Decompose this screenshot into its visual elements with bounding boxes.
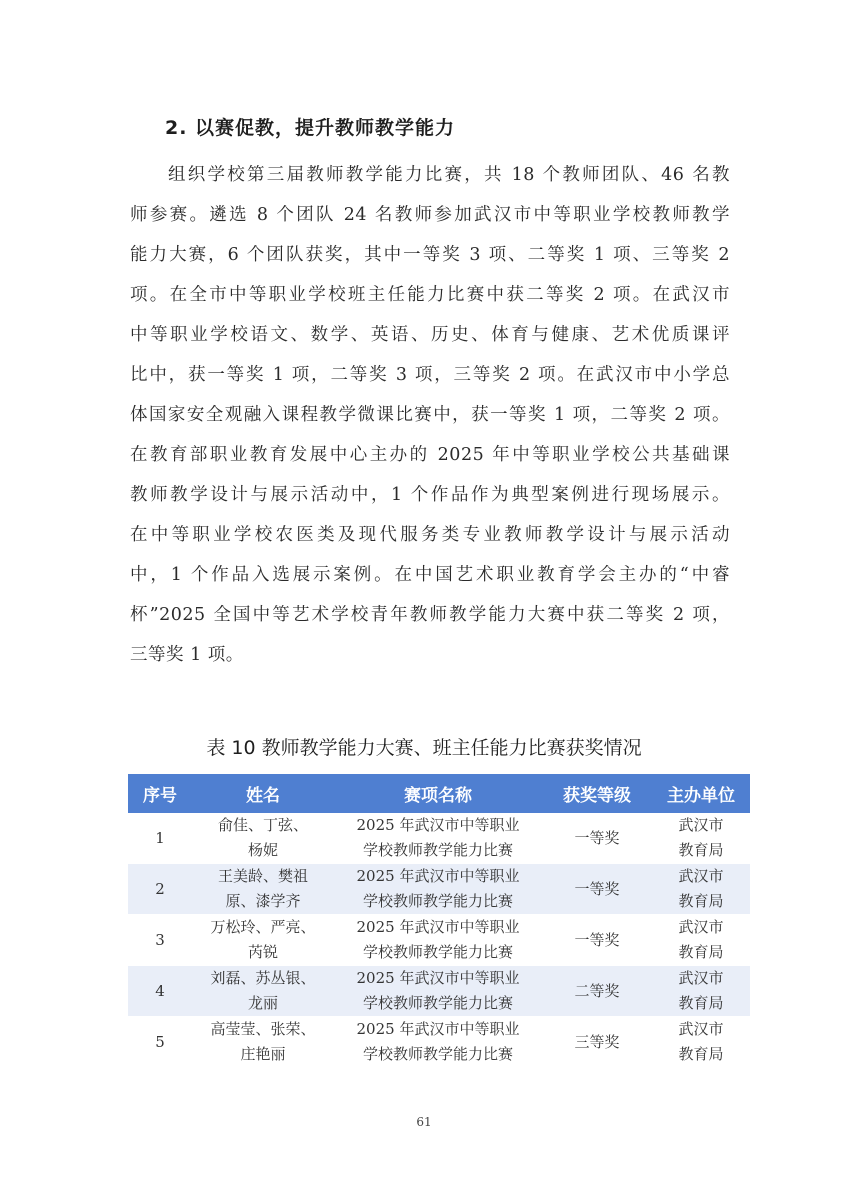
host-line: 教育局 [678,1045,724,1063]
cell-name [192,813,334,864]
cell-no: 2 [128,864,192,915]
paragraph-line: 在中等职业学校农医类及现代服务类专业教师教学设计与展示活动 [130,525,730,545]
event-line: 学校教师教学能力比赛 [362,994,513,1012]
host-line: 武汉市 [678,918,724,936]
cell-name [192,915,334,966]
name-line: 龙丽 [247,994,278,1012]
event-line: 学校教师教学能力比赛 [362,943,513,961]
cell-event [334,864,542,915]
event-line: 学校教师教学能力比赛 [362,841,513,859]
paragraph-line: 能力大赛，6 个团队获奖，其中一等奖 3 项、二等奖 1 项、三等奖 2 [130,245,730,265]
header-event: 赛项名称 [334,774,542,813]
name-line: 万松玲、严亮、 [210,918,316,936]
cell-host [652,813,750,864]
name-line: 杨妮 [247,841,278,859]
host-line: 教育局 [678,943,724,961]
event-line: 2025 年武汉市中等职业 [356,969,520,987]
cell-host [652,966,750,1017]
name-line: 王美龄、樊祖 [217,867,308,885]
paragraph-line: 中，1 个作品入选展示案例。在中国艺术职业教育学会主办的“中睿 [130,565,730,585]
host-line: 武汉市 [678,867,724,885]
event-line: 2025 年武汉市中等职业 [356,816,520,834]
cell-level: 一等奖 [542,915,652,966]
paragraph-line: 组织学校第三届教师教学能力比赛，共 18 个教师团队、46 名教 [168,165,730,185]
paragraph-line: 师参赛。遴选 8 个团队 24 名教师参加武汉市中等职业学校教师教学 [130,205,730,225]
event-line: 学校教师教学能力比赛 [362,1045,513,1063]
event-line: 学校教师教学能力比赛 [362,892,513,910]
cell-level: 二等奖 [542,966,652,1017]
paragraph-line: 教师教学设计与展示活动中，1 个作品作为典型案例进行现场展示。 [130,485,730,505]
paragraph-line: 比中，获一等奖 1 项，二等奖 3 项，三等奖 2 项。在武汉市中小学总 [130,365,730,385]
host-line: 教育局 [678,841,724,859]
page-number: 61 [416,1115,432,1129]
cell-level: 一等奖 [542,864,652,915]
name-line: 俞佳、丁弦、 [217,816,308,834]
table-caption: 表 10 教师教学能力大赛、班主任能力比赛获奖情况 [206,737,642,759]
cell-no: 3 [128,915,192,966]
name-line: 刘磊、苏丛银、 [210,969,316,987]
cell-event [334,966,542,1017]
event-line: 2025 年武汉市中等职业 [356,867,520,885]
paragraph-line: 在教育部职业教育发展中心主办的 2025 年中等职业学校公共基础课 [130,445,730,465]
cell-host [652,1017,750,1068]
table-row [128,1017,750,1068]
header-host: 主办单位 [652,774,750,813]
cell-host [652,864,750,915]
paragraph-line: 中等职业学校语文、数学、英语、历史、体育与健康、艺术优质课评 [130,325,730,345]
section-heading: 2. 以赛促教，提升教师教学能力 [165,117,456,139]
cell-name [192,864,334,915]
paragraph-line: 三等奖 1 项。 [130,645,244,665]
paragraph-line: 体国家安全观融入课程教学微课比赛中，获一等奖 1 项，二等奖 2 项。 [130,405,730,425]
name-line: 庄艳丽 [240,1045,286,1063]
cell-no: 1 [128,813,192,864]
cell-host [652,915,750,966]
table-row [128,864,750,915]
name-line: 芮锐 [247,943,278,961]
name-line: 高莹莹、张荣、 [210,1020,316,1038]
header-level: 获奖等级 [542,774,652,813]
cell-event [334,813,542,864]
cell-level: 一等奖 [542,813,652,864]
header-name: 姓名 [192,774,334,813]
header-no: 序号 [128,774,192,813]
event-line: 2025 年武汉市中等职业 [356,918,520,936]
cell-name [192,966,334,1017]
table-row [128,813,750,864]
host-line: 武汉市 [678,816,724,834]
cell-event [334,1017,542,1068]
event-line: 2025 年武汉市中等职业 [356,1020,520,1038]
host-line: 武汉市 [678,969,724,987]
paragraph-line: 项。在全市中等职业学校班主任能力比赛中获二等奖 2 项。在武汉市 [130,285,730,305]
table-header-row [128,774,750,813]
table-row [128,915,750,966]
cell-no: 5 [128,1017,192,1068]
host-line: 武汉市 [678,1020,724,1038]
body-paragraph [130,155,730,675]
cell-event [334,915,542,966]
paragraph-line: 杯”2025 全国中等艺术学校青年教师教学能力大赛中获二等奖 2 项， [130,605,730,625]
host-line: 教育局 [678,994,724,1012]
cell-name [192,1017,334,1068]
table-row [128,966,750,1017]
cell-level: 三等奖 [542,1017,652,1068]
cell-no: 4 [128,966,192,1017]
name-line: 原、漆学齐 [225,892,301,910]
awards-table [128,774,750,1068]
host-line: 教育局 [678,892,724,910]
